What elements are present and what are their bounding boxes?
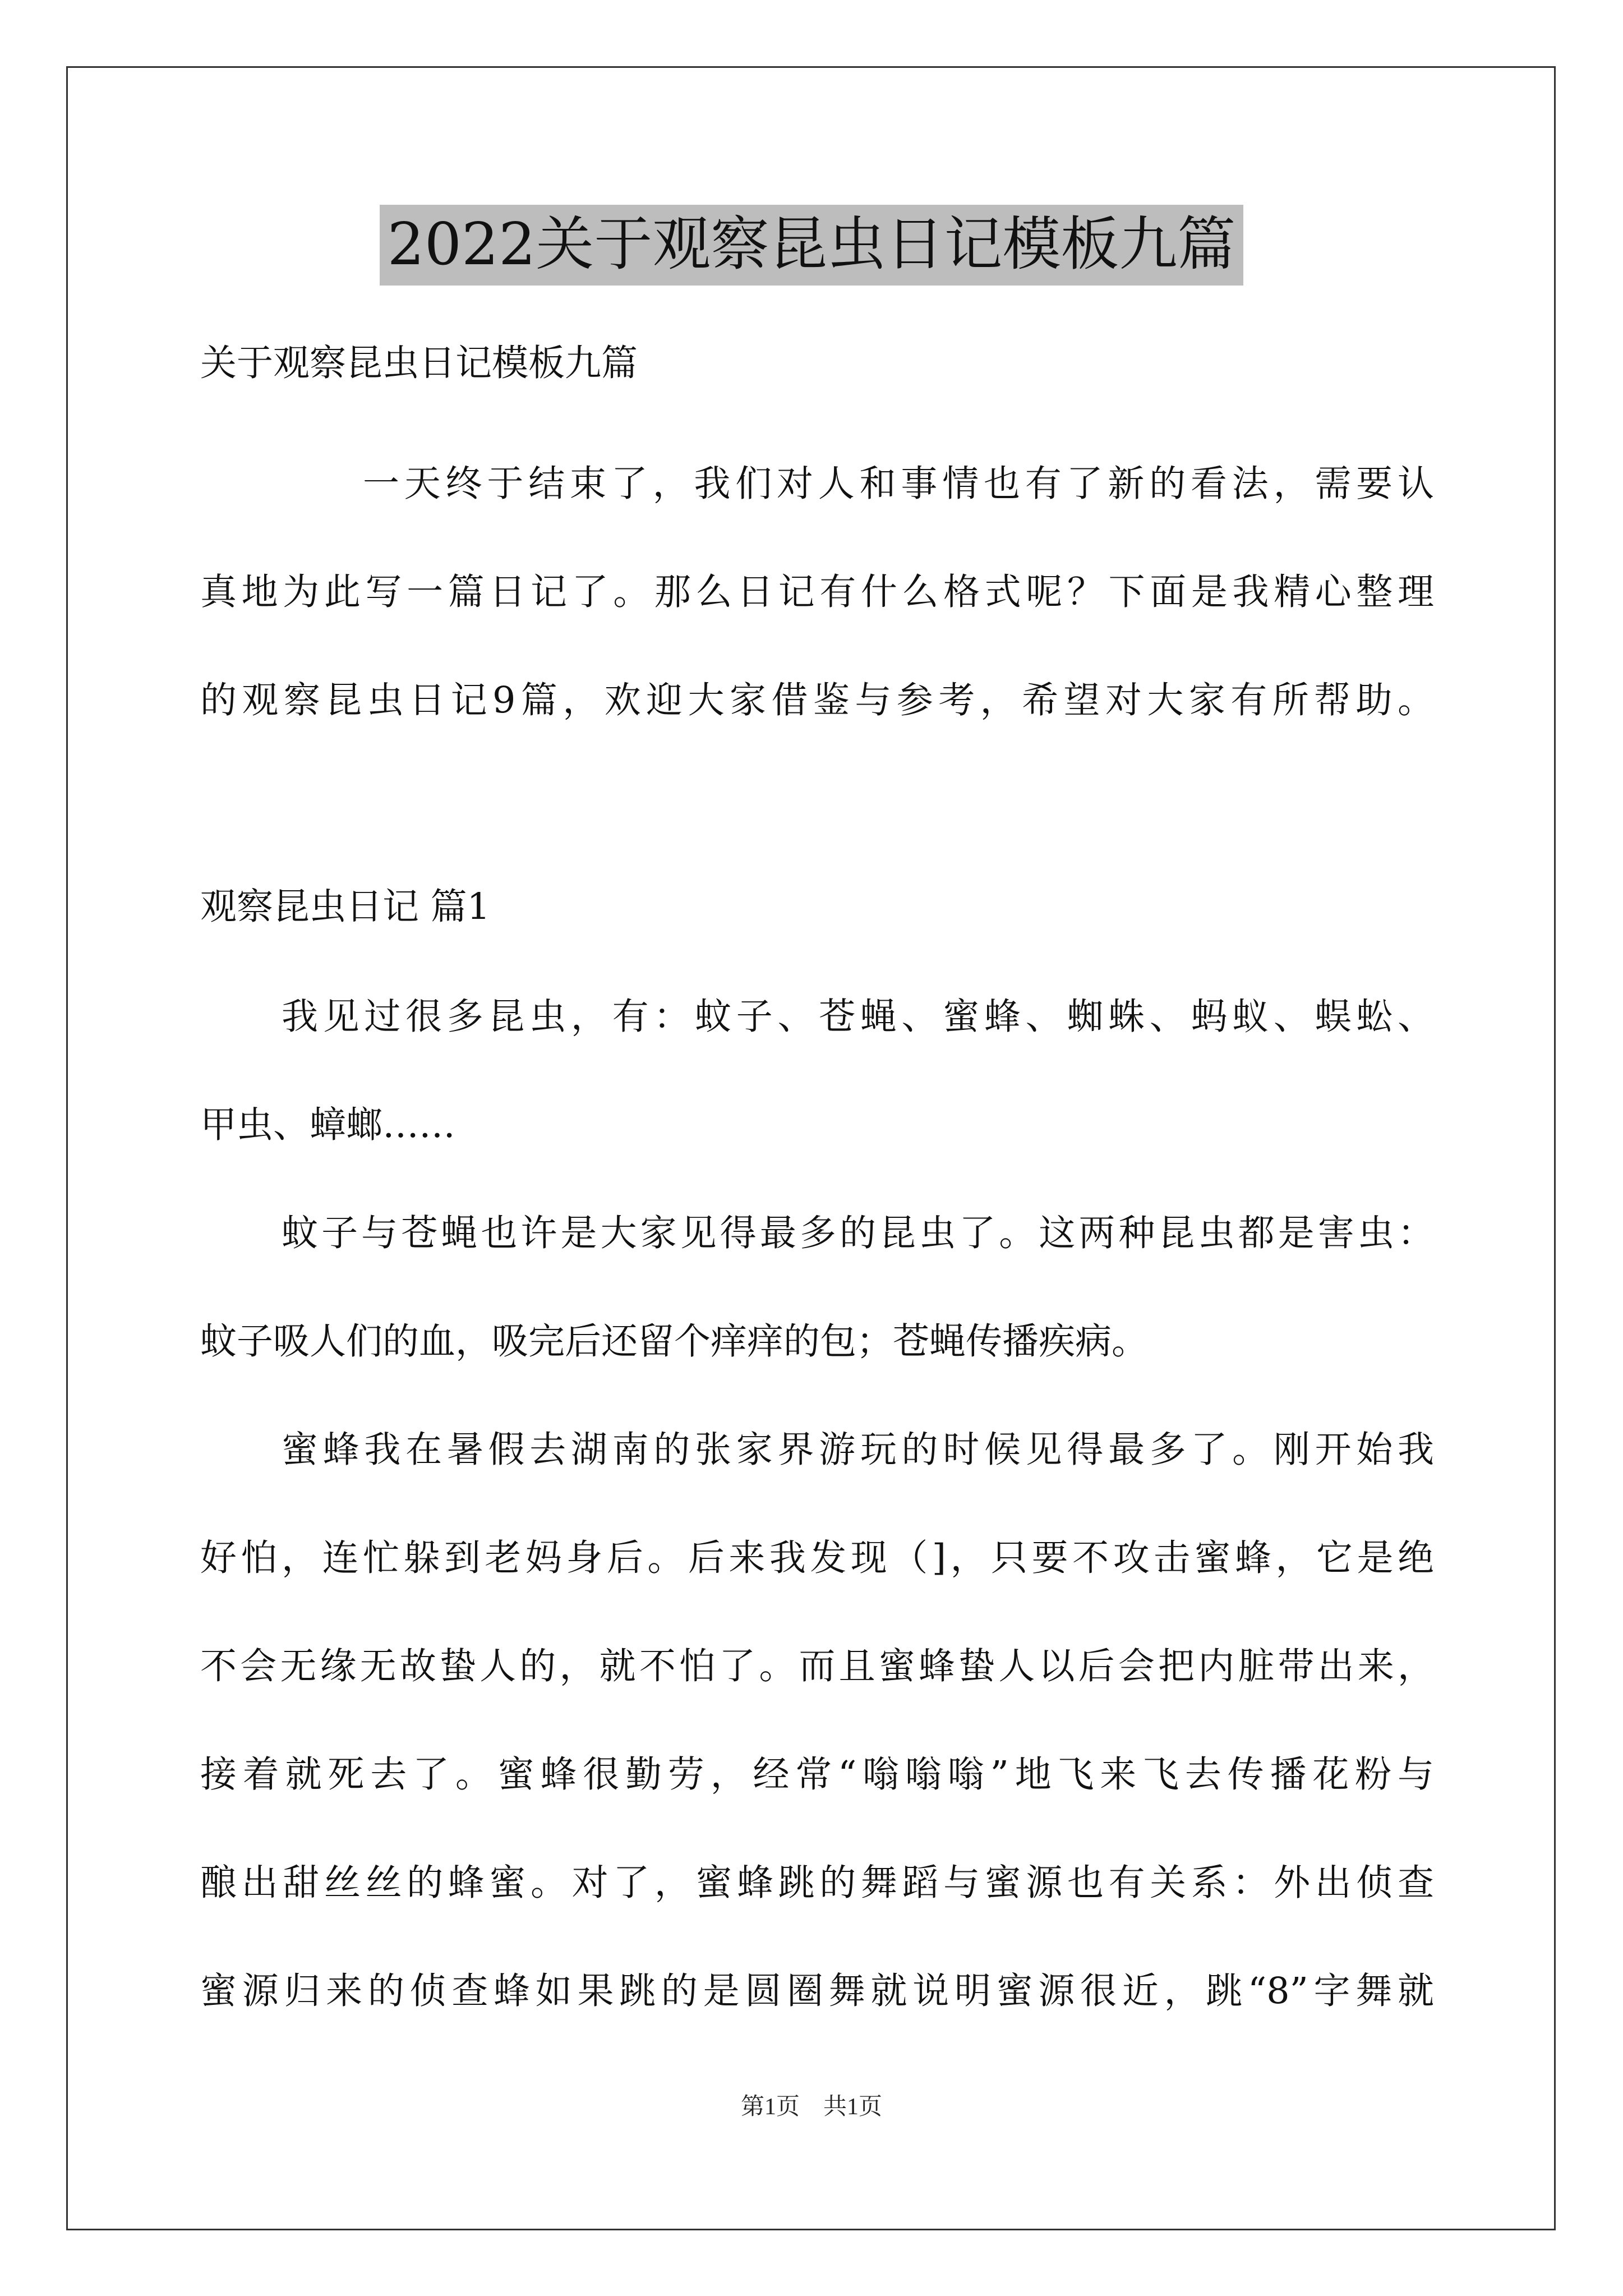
- page-footer: 第1页 共1页: [740, 2094, 882, 2120]
- body-line-1: 我见过很多昆虫，有：蚊子、苍蝇、蜜蜂、蜘蛛、蚂蚁、蜈蚣、: [282, 996, 1434, 1038]
- intro-line-2: 真地为此写一篇日记了。那么日记有什么格式呢？下面是我精心整理: [200, 571, 1434, 613]
- intro-line-1: 一天终于结束了，我们对人和事情也有了新的看法，需要认: [363, 463, 1434, 505]
- body-line-8: 接着就死去了。蜜蜂很勤劳，经常“嗡嗡嗡”地飞来飞去传播花粉与: [200, 1754, 1434, 1796]
- body-line-5: 蜜蜂我在暑假去湖南的张家界游玩的时候见得最多了。刚开始我: [282, 1429, 1434, 1471]
- body-line-10: 蜜源归来的侦查蜂如果跳的是圆圈舞就说明蜜源很近，跳“8”字舞就: [200, 1970, 1434, 2012]
- body-line-9: 酿出甜丝丝的蜂蜜。对了，蜜蜂跳的舞蹈与蜜源也有关系：外出侦查: [200, 1862, 1434, 1904]
- document-title: 2022关于观察昆虫日记模板九篇: [380, 205, 1244, 286]
- section-heading: 观察昆虫日记 篇1: [200, 886, 491, 928]
- body-line-4: 蚊子吸人们的血，吸完后还留个痒痒的包；苍蝇传播疾病。: [200, 1320, 1149, 1363]
- body-line-3: 蚊子与苍蝇也许是大家见得最多的昆虫了。这两种昆虫都是害虫：: [282, 1212, 1434, 1254]
- page-border: [66, 66, 1556, 2230]
- body-line-7: 不会无缘无故蛰人的，就不怕了。而且蜜蜂蛰人以后会把内脏带出来，: [200, 1645, 1434, 1687]
- intro-line-3: 的观察昆虫日记9篇，欢迎大家借鉴与参考，希望对大家有所帮助。: [200, 679, 1434, 721]
- body-line-2: 甲虫、蟑螂……: [200, 1104, 456, 1146]
- document-subtitle: 关于观察昆虫日记模板九篇: [200, 342, 638, 384]
- body-line-6: 好怕，连忙躲到老妈身后。后来我发现（]，只要不攻击蜜蜂，它是绝: [200, 1537, 1434, 1579]
- title-container: [0, 205, 1623, 286]
